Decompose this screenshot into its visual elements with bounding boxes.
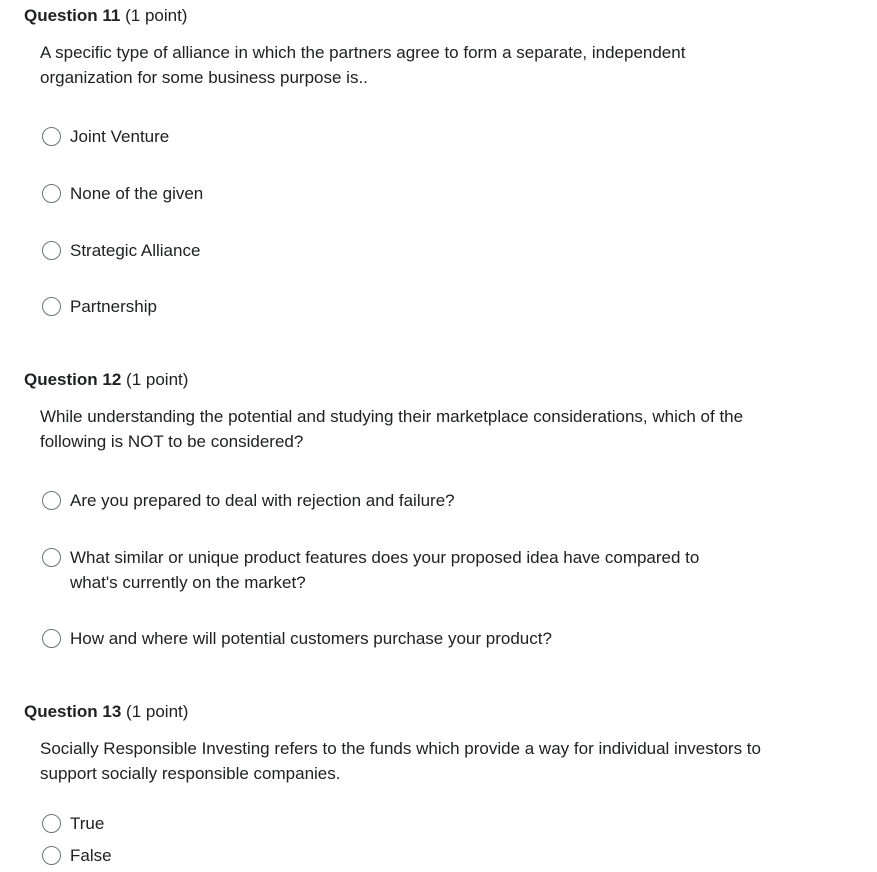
option-joint-venture[interactable] [42, 124, 730, 149]
question-header [24, 5, 187, 27]
option-label: Joint Venture [70, 127, 170, 146]
option-label: What similar or unique product features does your proposed idea have compared to what's currently on the market? [70, 548, 700, 592]
option-partnership[interactable] [42, 294, 730, 319]
question-header [24, 369, 188, 391]
radio-button[interactable] [42, 548, 61, 567]
radio-button[interactable] [42, 297, 61, 316]
radio-button[interactable] [42, 127, 61, 146]
option-label: How and where will potential customers purchase your product? [70, 629, 552, 648]
option-false[interactable] [42, 843, 730, 868]
question-points: (1 point) [125, 6, 188, 25]
radio-button[interactable] [42, 491, 61, 510]
question-title: Question 12 [24, 370, 122, 389]
option-purchase-channels[interactable] [42, 626, 730, 651]
question-text: While understanding the potential and studying their marketplace considerations, which of the following is NOT to be considered? [40, 407, 744, 451]
option-label: True [70, 814, 105, 833]
option-none-of-the-given[interactable] [42, 181, 730, 206]
question-text: Socially Responsible Investing refers to the funds which provide a way for individual investors to support socially responsible companies. [40, 739, 761, 783]
radio-button[interactable] [42, 814, 61, 833]
option-label: None of the given [70, 184, 204, 203]
option-rejection-failure[interactable] [42, 488, 730, 513]
option-label: Strategic Alliance [70, 241, 201, 260]
question-title: Question 11 [24, 6, 121, 25]
radio-button[interactable] [42, 846, 61, 865]
radio-button[interactable] [42, 184, 61, 203]
question-title: Question 13 [24, 702, 122, 721]
option-product-features[interactable] [42, 545, 730, 595]
option-label: False [70, 846, 112, 865]
radio-button[interactable] [42, 629, 61, 648]
option-strategic-alliance[interactable] [42, 238, 730, 263]
question-points: (1 point) [126, 370, 189, 389]
option-label: Are you prepared to deal with rejection and failure? [70, 491, 455, 510]
option-label: Partnership [70, 297, 157, 316]
question-header [24, 701, 188, 723]
option-true[interactable] [42, 811, 730, 836]
radio-button[interactable] [42, 241, 61, 260]
question-points: (1 point) [126, 702, 189, 721]
question-text: A specific type of alliance in which the partners agree to form a separate, independent organization for some business purpose is.. [40, 43, 686, 87]
